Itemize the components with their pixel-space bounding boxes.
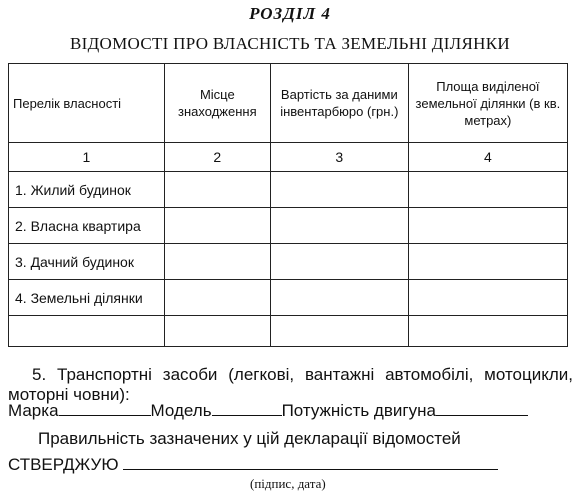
affirm-line: [8, 455, 573, 475]
location-cell[interactable]: [164, 208, 270, 244]
empty-cell[interactable]: [270, 316, 408, 347]
table-row-empty: [9, 316, 568, 347]
confirm-statement: Правильність зазначених у цій декларації відомостей: [38, 429, 461, 448]
value-cell[interactable]: [270, 280, 408, 316]
signature-caption: (підпис, дата): [250, 476, 326, 491]
column-number: 1: [9, 143, 165, 172]
header-location: Місце знаходження: [164, 64, 270, 143]
area-cell[interactable]: [408, 208, 567, 244]
table-row: [9, 208, 568, 244]
section-title: РОЗДІЛ 4: [249, 4, 331, 23]
signature-field[interactable]: [123, 455, 498, 470]
row-label: 3. Дачний будинок: [9, 244, 165, 280]
value-cell[interactable]: [270, 244, 408, 280]
document-title: ВІДОМОСТІ ПРО ВЛАСНІСТЬ ТА ЗЕМЕЛЬНІ ДІЛЯНКИ: [70, 34, 510, 53]
table-header-row: [9, 64, 568, 143]
power-label: Потужність двигуна: [281, 401, 436, 420]
column-number-row: [9, 143, 568, 172]
transport-paragraph: 5. Транспортні засоби (легкові, вантажні автомобілі, мотоцикли, моторні човни):: [8, 365, 573, 404]
transport-fields: [8, 401, 573, 421]
property-table: [8, 63, 568, 347]
header-land-area: Площа виділеної земельної ділянки (в кв. метрах): [408, 64, 567, 143]
table-row: [9, 172, 568, 208]
location-cell[interactable]: [164, 280, 270, 316]
area-cell[interactable]: [408, 172, 567, 208]
value-cell[interactable]: [270, 208, 408, 244]
header-property-list: Перелік власності: [9, 64, 165, 143]
empty-cell[interactable]: [164, 316, 270, 347]
model-label: Модель: [150, 401, 212, 420]
empty-cell[interactable]: [408, 316, 567, 347]
value-cell[interactable]: [270, 172, 408, 208]
location-cell[interactable]: [164, 244, 270, 280]
table-row: [9, 280, 568, 316]
column-number: 4: [408, 143, 567, 172]
row-label: 1. Жилий будинок: [9, 172, 165, 208]
model-field[interactable]: [212, 401, 282, 416]
area-cell[interactable]: [408, 280, 567, 316]
brand-label: Марка: [8, 401, 59, 420]
column-number: 3: [270, 143, 408, 172]
column-number: 2: [164, 143, 270, 172]
area-cell[interactable]: [408, 244, 567, 280]
affirm-label: СТВЕРДЖУЮ: [8, 455, 119, 474]
power-field[interactable]: [436, 401, 528, 416]
row-label: 2. Власна квартира: [9, 208, 165, 244]
header-value: Вартість за даними інвентарбюро (грн.): [270, 64, 408, 143]
row-label: 4. Земельні ділянки: [9, 280, 165, 316]
empty-cell[interactable]: [9, 316, 165, 347]
brand-field[interactable]: [59, 401, 151, 416]
table-row: [9, 244, 568, 280]
location-cell[interactable]: [164, 172, 270, 208]
